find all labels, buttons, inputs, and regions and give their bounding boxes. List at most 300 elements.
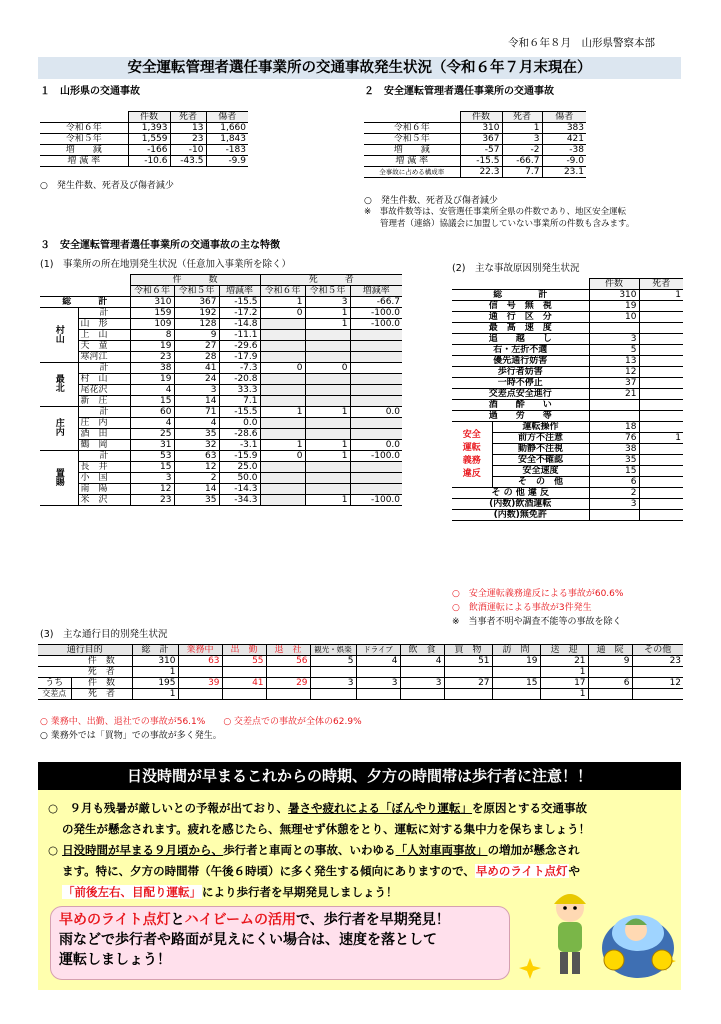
table-cell bbox=[222, 689, 266, 700]
table-cell: 21 bbox=[589, 389, 639, 400]
table-cell bbox=[639, 411, 683, 422]
table-cell bbox=[589, 510, 639, 521]
sec2-note3: 管理者（連絡）協議会に加盟していない事業所の件数も含みます。 bbox=[380, 219, 635, 229]
t1-row bbox=[40, 418, 402, 429]
table-cell: 件 数 bbox=[71, 656, 132, 667]
table-cell: 32 bbox=[174, 440, 219, 451]
table-cell: 通行目的 bbox=[38, 645, 132, 656]
table-cell: 1 bbox=[260, 407, 305, 418]
table-cell bbox=[350, 352, 402, 363]
table-cell: 長 井 bbox=[78, 462, 130, 473]
table-cell: 19 bbox=[130, 341, 174, 352]
table-cell bbox=[350, 429, 402, 440]
t3-title: (3) 主な通行目的別発生状況 bbox=[40, 629, 168, 640]
table-cell bbox=[310, 689, 356, 700]
t1-region-total bbox=[40, 308, 402, 319]
table-cell bbox=[178, 689, 222, 700]
table-cell: 令和５年 bbox=[40, 134, 128, 145]
table-cell: 1 bbox=[260, 297, 305, 308]
table-cell: 増 減 bbox=[364, 145, 460, 156]
t1-region-total bbox=[40, 407, 402, 418]
table-cell: 死者 bbox=[170, 112, 206, 123]
table-cell bbox=[350, 418, 402, 429]
t1-row bbox=[40, 374, 402, 385]
table-cell: 過 労 等 bbox=[452, 411, 589, 422]
table-cell: 310 bbox=[589, 290, 639, 301]
table-cell bbox=[178, 667, 222, 678]
table-cell: 死 者 bbox=[71, 689, 132, 700]
table-cell: 1 bbox=[305, 407, 350, 418]
table-cell: 死 者 bbox=[71, 667, 132, 678]
table-cell: -57 bbox=[460, 145, 502, 156]
table-cell: 1 bbox=[305, 495, 350, 506]
pedestrian-car-illustration bbox=[518, 878, 678, 986]
table-cell bbox=[492, 689, 540, 700]
table-cell bbox=[589, 323, 639, 334]
warning-p2: ○ 日没時間が早まる９月頃から、歩行者と車両との事故、いわゆる「人対車両事故」の増加が懸念され ます。特に、夕方の時間帯（午後６時頃）に多く発生する傾向にありますので、早めのライト点灯や 「前後左右、目配り運転」により歩行者を早期発見しましょう！ bbox=[48, 843, 581, 899]
table-cell bbox=[350, 473, 402, 484]
table-cell: 15 bbox=[130, 396, 174, 407]
table-cell bbox=[305, 341, 350, 352]
table-cell: 1 bbox=[260, 440, 305, 451]
table-cell: 件 数 bbox=[71, 678, 132, 689]
table-cell bbox=[260, 462, 305, 473]
table-cell bbox=[400, 689, 444, 700]
table-cell: -10 bbox=[170, 145, 206, 156]
t2-tail-row bbox=[452, 499, 683, 510]
table-cell: 増減率 bbox=[219, 286, 260, 297]
table-cell: 7.7 bbox=[502, 167, 542, 178]
table-cell bbox=[639, 499, 683, 510]
table-cell: 一時不停止 bbox=[452, 378, 589, 389]
table-cell: 13 bbox=[589, 356, 639, 367]
table-cell: 31 bbox=[130, 440, 174, 451]
table-cell: -3.1 bbox=[219, 440, 260, 451]
table-cell: 右・左折不適 bbox=[452, 345, 589, 356]
table-cell: 令和６年 bbox=[40, 123, 128, 134]
table-cell: 1,393 bbox=[128, 123, 170, 134]
table-cell: 109 bbox=[130, 319, 174, 330]
table-cell: 追 越 し bbox=[452, 334, 589, 345]
t2-tail-row bbox=[452, 488, 683, 499]
table-cell: 寒河江 bbox=[78, 352, 130, 363]
table-cell bbox=[588, 689, 632, 700]
table-cell: 10 bbox=[589, 312, 639, 323]
table-cell: 33.3 bbox=[219, 385, 260, 396]
table-cell bbox=[632, 667, 683, 678]
table-cell: 1 bbox=[639, 290, 683, 301]
t2-row bbox=[452, 389, 683, 400]
table-cell: 37 bbox=[589, 378, 639, 389]
table-cell: 421 bbox=[542, 134, 586, 145]
table-cell: 計 bbox=[78, 363, 130, 374]
table-cell: -34.3 bbox=[219, 495, 260, 506]
table-cell: 増 減 bbox=[40, 145, 128, 156]
table-cell: 19 bbox=[492, 656, 540, 667]
table-cell bbox=[305, 396, 350, 407]
table-cell: -7.3 bbox=[219, 363, 260, 374]
table-cell: 3 bbox=[305, 297, 350, 308]
table-cell bbox=[305, 352, 350, 363]
t1-row bbox=[40, 462, 402, 473]
table-cell: 63 bbox=[178, 656, 222, 667]
table-cell: 通 行 区 分 bbox=[452, 312, 589, 323]
table-cell bbox=[350, 330, 402, 341]
table-cell bbox=[350, 385, 402, 396]
table-cell: 最 高 速 度 bbox=[452, 323, 589, 334]
table-cell bbox=[305, 374, 350, 385]
sec2-row bbox=[364, 156, 586, 167]
table-cell bbox=[632, 689, 683, 700]
sec3-title: ３ 安全運転管理者選任事業所の交通事故の主な特徴 bbox=[40, 240, 280, 251]
table-cell: 1,843 bbox=[206, 134, 248, 145]
t3-header bbox=[38, 645, 683, 656]
table-cell: -166 bbox=[128, 145, 170, 156]
table-cell bbox=[305, 429, 350, 440]
sec1-table bbox=[40, 111, 248, 167]
t3-note1: ○ 業務中、出勤、退社での事故が56.1% ○ 交差点での事故が全体の62.9% bbox=[40, 717, 362, 727]
table-cell: 4 bbox=[174, 418, 219, 429]
table-cell: 3 bbox=[356, 678, 400, 689]
table-cell bbox=[260, 418, 305, 429]
table-cell bbox=[444, 689, 492, 700]
t2-row bbox=[452, 356, 683, 367]
table-cell: 55 bbox=[222, 656, 266, 667]
t1-row bbox=[40, 352, 402, 363]
sec1-title: １ 山形県の交通事故 bbox=[40, 86, 140, 97]
table-cell bbox=[452, 279, 589, 290]
table-cell: そ の 他 bbox=[492, 477, 589, 488]
table-cell: 交差点安全進行 bbox=[452, 389, 589, 400]
table-cell: 51 bbox=[444, 656, 492, 667]
table-cell bbox=[639, 389, 683, 400]
t2-row bbox=[452, 323, 683, 334]
table-cell: 運転操作 bbox=[492, 422, 589, 433]
table-cell: 0 bbox=[260, 308, 305, 319]
table-cell: 山 形 bbox=[78, 319, 130, 330]
t1-region-total bbox=[40, 451, 402, 462]
slogan-line1: 早めのライト点灯とハイビームの活用で、歩行者を早期発見！ bbox=[59, 912, 450, 928]
table-cell: 死者 bbox=[639, 279, 683, 290]
table-cell bbox=[260, 429, 305, 440]
sec1-row bbox=[40, 145, 248, 156]
t1-table bbox=[40, 274, 402, 506]
table-cell: 13 bbox=[170, 123, 206, 134]
t1-region-total bbox=[40, 363, 402, 374]
table-cell bbox=[305, 473, 350, 484]
table-cell: 23 bbox=[130, 352, 174, 363]
table-cell: 76 bbox=[589, 433, 639, 444]
table-cell: 観光・娯楽 bbox=[310, 645, 356, 656]
table-cell: 12 bbox=[589, 367, 639, 378]
table-cell: 25.0 bbox=[219, 462, 260, 473]
slogan-line3: 運転しましょう！ bbox=[59, 952, 171, 968]
table-cell bbox=[364, 112, 460, 123]
table-cell: 1,660 bbox=[206, 123, 248, 134]
table-cell: 1 bbox=[305, 319, 350, 330]
table-cell: 0 bbox=[260, 363, 305, 374]
table-cell: 6 bbox=[588, 678, 632, 689]
table-cell: 傷者 bbox=[206, 112, 248, 123]
t1-row bbox=[40, 429, 402, 440]
table-cell: 22.3 bbox=[460, 167, 502, 178]
table-cell: -100.0 bbox=[350, 451, 402, 462]
table-cell bbox=[222, 667, 266, 678]
table-cell: 庄 内 bbox=[78, 418, 130, 429]
table-cell: 庄内 bbox=[40, 407, 78, 451]
table-cell: 件数 bbox=[128, 112, 170, 123]
table-cell bbox=[589, 400, 639, 411]
table-cell: -14.3 bbox=[219, 484, 260, 495]
t2-row bbox=[452, 345, 683, 356]
table-cell: -10.6 bbox=[128, 156, 170, 167]
table-cell bbox=[350, 462, 402, 473]
table-cell bbox=[589, 411, 639, 422]
table-cell bbox=[305, 418, 350, 429]
table-cell: 12 bbox=[632, 678, 683, 689]
table-cell: (内数)無免許 bbox=[452, 510, 589, 521]
table-cell: 尾花沢 bbox=[78, 385, 130, 396]
table-cell: 5 bbox=[589, 345, 639, 356]
table-cell bbox=[305, 385, 350, 396]
table-cell: 上 山 bbox=[78, 330, 130, 341]
table-cell bbox=[350, 374, 402, 385]
table-cell: -43.5 bbox=[170, 156, 206, 167]
table-cell: 38 bbox=[589, 444, 639, 455]
table-cell bbox=[400, 667, 444, 678]
table-cell: -38 bbox=[542, 145, 586, 156]
table-cell: 21 bbox=[540, 656, 588, 667]
table-cell bbox=[639, 345, 683, 356]
table-cell bbox=[260, 473, 305, 484]
t2-tail-row bbox=[452, 510, 683, 521]
table-cell: -28.6 bbox=[219, 429, 260, 440]
table-cell: 令和５年 bbox=[364, 134, 460, 145]
t3-row bbox=[38, 656, 683, 667]
sec2-row bbox=[364, 167, 586, 178]
table-cell: 41 bbox=[222, 678, 266, 689]
table-cell: 置賜 bbox=[40, 451, 78, 506]
table-cell: 15 bbox=[492, 678, 540, 689]
table-cell: 24 bbox=[174, 374, 219, 385]
table-cell: -100.0 bbox=[350, 308, 402, 319]
table-cell: -100.0 bbox=[350, 319, 402, 330]
table-cell: 7.1 bbox=[219, 396, 260, 407]
table-cell: -66.7 bbox=[502, 156, 542, 167]
table-cell bbox=[639, 378, 683, 389]
table-cell: 23 bbox=[632, 656, 683, 667]
table-cell: 310 bbox=[130, 297, 174, 308]
table-cell: -20.8 bbox=[219, 374, 260, 385]
table-cell: 通 院 bbox=[588, 645, 632, 656]
table-cell bbox=[588, 667, 632, 678]
table-cell: 総 計 bbox=[452, 290, 589, 301]
table-cell: 0.0 bbox=[219, 418, 260, 429]
table-cell bbox=[639, 334, 683, 345]
t2-row bbox=[452, 367, 683, 378]
table-cell: 1 bbox=[540, 689, 588, 700]
table-cell bbox=[260, 319, 305, 330]
table-cell: 12 bbox=[130, 484, 174, 495]
table-cell: 19 bbox=[589, 301, 639, 312]
table-cell: 18 bbox=[589, 422, 639, 433]
table-cell: 歩行者妨害 bbox=[452, 367, 589, 378]
table-cell: 3 bbox=[400, 678, 444, 689]
table-cell: 0 bbox=[260, 451, 305, 462]
table-cell: 23.1 bbox=[542, 167, 586, 178]
table-cell: 小 国 bbox=[78, 473, 130, 484]
table-cell bbox=[305, 330, 350, 341]
table-cell: 増 減 率 bbox=[40, 156, 128, 167]
table-cell: 3 bbox=[310, 678, 356, 689]
t1-row bbox=[40, 473, 402, 484]
table-cell bbox=[639, 488, 683, 499]
table-cell: 38 bbox=[130, 363, 174, 374]
table-cell bbox=[40, 112, 128, 123]
table-cell: 鶴 岡 bbox=[78, 440, 130, 451]
table-cell: 27 bbox=[174, 341, 219, 352]
table-cell: 6 bbox=[589, 477, 639, 488]
table-cell: 安全速度 bbox=[492, 466, 589, 477]
table-cell: ドライブ bbox=[356, 645, 400, 656]
table-cell: 米 沢 bbox=[78, 495, 130, 506]
table-cell: 310 bbox=[132, 656, 178, 667]
table-cell: 310 bbox=[460, 123, 502, 134]
table-cell: -2 bbox=[502, 145, 542, 156]
table-cell bbox=[260, 330, 305, 341]
table-cell: 383 bbox=[542, 123, 586, 134]
table-cell bbox=[639, 400, 683, 411]
t1-row bbox=[40, 495, 402, 506]
table-cell: -11.1 bbox=[219, 330, 260, 341]
table-cell: (内数)飲酒運転 bbox=[452, 499, 589, 510]
t1-row bbox=[40, 319, 402, 330]
table-cell: 0 bbox=[305, 363, 350, 374]
table-cell: 2 bbox=[589, 488, 639, 499]
table-cell: 1,559 bbox=[128, 134, 170, 145]
table-cell: 増 減 率 bbox=[364, 156, 460, 167]
table-cell: -9.9 bbox=[206, 156, 248, 167]
table-cell: 50.0 bbox=[219, 473, 260, 484]
table-cell bbox=[350, 363, 402, 374]
table-cell: 23 bbox=[170, 134, 206, 145]
table-cell: 0.0 bbox=[350, 440, 402, 451]
table-cell bbox=[639, 455, 683, 466]
table-cell bbox=[305, 484, 350, 495]
table-cell: 9 bbox=[588, 656, 632, 667]
table-cell bbox=[38, 667, 71, 678]
table-cell: 71 bbox=[174, 407, 219, 418]
table-cell: 令和５年 bbox=[174, 286, 219, 297]
t2-note2: ○ 飲酒運転による事故が3件発生 bbox=[452, 603, 592, 613]
table-cell: 4 bbox=[400, 656, 444, 667]
table-cell: 前方不注意 bbox=[492, 433, 589, 444]
warning-banner: 日没時間が早まるこれからの時期、夕方の時間帯は歩行者に注意！！ bbox=[38, 762, 681, 790]
table-cell bbox=[492, 667, 540, 678]
page-title: 安全運転管理者選任事業所の交通事故発生状況（令和６年７月末現在） bbox=[38, 57, 681, 79]
table-cell: 128 bbox=[174, 319, 219, 330]
sec2-title: ２ 安全運転管理者選任事業所の交通事故 bbox=[364, 86, 554, 97]
table-cell: 35 bbox=[174, 495, 219, 506]
table-cell: -100.0 bbox=[350, 495, 402, 506]
table-cell: 訪 問 bbox=[492, 645, 540, 656]
table-cell: 総 計 bbox=[132, 645, 178, 656]
sec2-row bbox=[364, 134, 586, 145]
table-cell: 3 bbox=[589, 334, 639, 345]
table-cell bbox=[356, 667, 400, 678]
table-cell: 業務中 bbox=[178, 645, 222, 656]
table-cell: 件 数 bbox=[130, 275, 260, 286]
table-cell bbox=[350, 484, 402, 495]
t1-row bbox=[40, 341, 402, 352]
table-cell: 63 bbox=[174, 451, 219, 462]
table-cell: 35 bbox=[174, 429, 219, 440]
table-cell: 計 bbox=[78, 308, 130, 319]
t1-row bbox=[40, 440, 402, 451]
table-cell: 60 bbox=[130, 407, 174, 418]
table-cell: 令和６年 bbox=[260, 286, 305, 297]
table-cell: 195 bbox=[132, 678, 178, 689]
table-cell: 25 bbox=[130, 429, 174, 440]
table-cell: -17.9 bbox=[219, 352, 260, 363]
table-cell bbox=[356, 689, 400, 700]
header-date: 令和６年８月 山形県警察本部 bbox=[508, 37, 655, 49]
table-cell: 退 社 bbox=[266, 645, 310, 656]
table-cell: うち bbox=[38, 678, 71, 689]
t2-row bbox=[452, 378, 683, 389]
table-cell: 酒 酔 い bbox=[452, 400, 589, 411]
sec2-note1: ○ 発生件数、死者及び傷者減少 bbox=[364, 196, 498, 206]
t2-group-row bbox=[452, 422, 683, 433]
table-cell: 優先通行妨害 bbox=[452, 356, 589, 367]
table-cell bbox=[350, 341, 402, 352]
table-cell: 死 者 bbox=[260, 275, 402, 286]
table-cell bbox=[260, 374, 305, 385]
table-cell: 飲 食 bbox=[400, 645, 444, 656]
table-cell: 1 bbox=[132, 689, 178, 700]
sec2-table bbox=[364, 111, 586, 178]
table-cell: 3 bbox=[589, 499, 639, 510]
table-cell: 15 bbox=[589, 466, 639, 477]
table-cell: 28 bbox=[174, 352, 219, 363]
table-cell bbox=[639, 466, 683, 477]
t1-row bbox=[40, 330, 402, 341]
table-cell: 信 号 無 視 bbox=[452, 301, 589, 312]
table-cell: 令和６年 bbox=[130, 286, 174, 297]
sec2-note2: ※ 事故件数等は、安管選任事業所全県の件数であり、地区安全運転 bbox=[364, 207, 627, 217]
table-cell: 1 bbox=[305, 440, 350, 451]
sec1-row bbox=[40, 123, 248, 134]
table-cell: 安全運転義務違反 bbox=[452, 422, 492, 488]
table-cell bbox=[260, 352, 305, 363]
t2-row bbox=[452, 312, 683, 323]
sec2-row bbox=[364, 123, 586, 134]
table-cell: 買 物 bbox=[444, 645, 492, 656]
table-cell: 送 迎 bbox=[540, 645, 588, 656]
table-cell: 0.0 bbox=[350, 407, 402, 418]
table-cell bbox=[639, 477, 683, 488]
table-cell: 15 bbox=[130, 462, 174, 473]
table-cell: 53 bbox=[130, 451, 174, 462]
slogan-box bbox=[50, 906, 510, 980]
table-cell bbox=[38, 656, 71, 667]
table-cell: 367 bbox=[174, 297, 219, 308]
table-cell bbox=[260, 484, 305, 495]
table-cell bbox=[40, 275, 130, 297]
table-cell: 全事故に占める構成率 bbox=[364, 167, 460, 178]
table-cell: 159 bbox=[130, 308, 174, 319]
slogan-line2: 雨などで歩行者や路面が見えにくい場合は、速度を落として bbox=[59, 932, 437, 948]
